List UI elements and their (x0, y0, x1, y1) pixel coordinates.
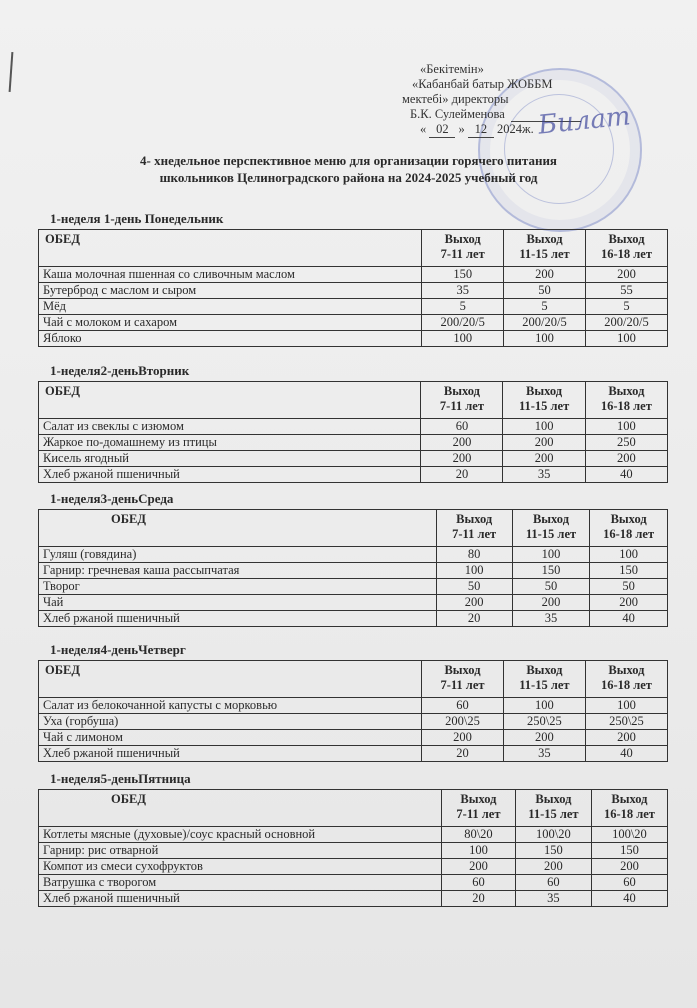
portion-column-header: Выход 16-18 лет (585, 230, 667, 267)
portion-cell: 200 (515, 859, 591, 875)
dish-name-cell: Жаркое по-домашнему из птицы (39, 435, 421, 451)
table-row (39, 451, 668, 467)
dish-name-cell: Гарнир: гречневая каша рассыпчатая (39, 563, 437, 579)
document-title: 4- хнедельное перспективное меню для организации горячего питания школьников Целиноградского района на 2024-2025 учебный год (140, 153, 557, 185)
menu-table (38, 381, 668, 483)
portion-column-header: Выход 11-15 лет (503, 661, 585, 698)
table-row (39, 547, 668, 563)
portion-cell: 5 (422, 299, 504, 315)
portion-cell: 35 (515, 891, 591, 907)
dish-name-cell: Салат из белокочанной капусты с морковью (39, 698, 422, 714)
portion-cell: 200/20/5 (504, 315, 586, 331)
portion-cell: 35 (422, 283, 504, 299)
portion-cell: 200 (591, 859, 667, 875)
portion-cell: 5 (585, 299, 667, 315)
portion-cell: 250\25 (585, 714, 667, 730)
portion-cell: 100 (585, 331, 667, 347)
dish-name-cell: Хлеб ржаной пшеничный (39, 611, 437, 627)
portion-cell: 80\20 (441, 827, 515, 843)
portion-cell: 35 (512, 611, 590, 627)
dish-name-cell: Бутерброд с маслом и сыром (39, 283, 422, 299)
approval-date: « 02 » 12 2024ж. (420, 122, 534, 136)
table-row (39, 419, 668, 435)
table-row (39, 315, 668, 331)
table-row (39, 435, 668, 451)
table-row (39, 827, 668, 843)
portion-cell: 200 (585, 451, 667, 467)
table-row (39, 730, 668, 746)
portion-cell: 40 (590, 611, 668, 627)
dish-name-cell: Уха (горбуша) (39, 714, 422, 730)
portion-cell: 55 (585, 283, 667, 299)
day-heading: 1-неделя3-деньСреда (50, 491, 174, 506)
menu-table (38, 660, 668, 762)
portion-cell: 50 (590, 579, 668, 595)
portion-cell: 80 (436, 547, 512, 563)
meal-header: ОБЕД (39, 790, 442, 827)
portion-cell: 200 (503, 730, 585, 746)
dish-name-cell: Каша молочная пшенная со сливочным маслом (39, 267, 422, 283)
table-header-row (39, 790, 668, 827)
portion-cell: 150 (515, 843, 591, 859)
table-row (39, 267, 668, 283)
portion-column-header: Выход 16-18 лет (585, 382, 667, 419)
portion-cell: 200 (504, 267, 586, 283)
table-row (39, 283, 668, 299)
menu-table (38, 789, 668, 907)
portion-cell: 5 (504, 299, 586, 315)
portion-cell: 50 (504, 283, 586, 299)
portion-column-header: Выход 11-15 лет (503, 382, 585, 419)
meal-header: ОБЕД (39, 382, 421, 419)
portion-cell: 150 (422, 267, 504, 283)
table-row (39, 331, 668, 347)
dish-name-cell: Мёд (39, 299, 422, 315)
page-edge-mark (9, 52, 14, 92)
dish-name-cell: Гарнир: рис отварной (39, 843, 442, 859)
table-row (39, 714, 668, 730)
table-header-row (39, 661, 668, 698)
table-row (39, 611, 668, 627)
dish-name-cell: Яблоко (39, 331, 422, 347)
portion-column-header: Выход 7-11 лет (436, 510, 512, 547)
table-header-row (39, 230, 668, 267)
table-header-row (39, 510, 668, 547)
portion-cell: 40 (585, 746, 667, 762)
table-row (39, 746, 668, 762)
menu-table (38, 509, 668, 627)
table-row (39, 579, 668, 595)
portion-cell: 60 (441, 875, 515, 891)
menu-table (38, 229, 668, 347)
portion-cell: 200 (512, 595, 590, 611)
portion-cell: 100\20 (515, 827, 591, 843)
portion-column-header: Выход 11-15 лет (504, 230, 586, 267)
portion-cell: 150 (512, 563, 590, 579)
portion-cell: 250\25 (503, 714, 585, 730)
approval-line: «Бекітемін» (420, 62, 484, 76)
table-header-row (39, 382, 668, 419)
portion-cell: 200 (422, 730, 504, 746)
portion-cell: 100 (441, 843, 515, 859)
approval-line: «Кабанбай батыр ЖОББМ (412, 77, 553, 91)
table-row (39, 843, 668, 859)
portion-cell: 100 (585, 419, 667, 435)
table-row (39, 698, 668, 714)
table-row (39, 467, 668, 483)
dish-name-cell: Компот из смеси сухофруктов (39, 859, 442, 875)
table-row (39, 595, 668, 611)
portion-cell: 200 (421, 435, 503, 451)
portion-cell: 200\25 (422, 714, 504, 730)
portion-cell: 200 (421, 451, 503, 467)
portion-cell: 40 (591, 891, 667, 907)
dish-name-cell: Гуляш (говядина) (39, 547, 437, 563)
day-heading: 1-неделя 1-день Понедельник (50, 211, 224, 226)
approval-line: мектебі» директоры (402, 92, 509, 106)
dish-name-cell: Чай (39, 595, 437, 611)
meal-header: ОБЕД (39, 661, 422, 698)
approval-signatory: Б.К. Сулейменова (398, 107, 638, 122)
table-row (39, 299, 668, 315)
portion-column-header: Выход 7-11 лет (441, 790, 515, 827)
portion-cell: 35 (503, 746, 585, 762)
day-heading: 1-неделя4-деньЧетверг (50, 642, 186, 657)
portion-cell: 200 (503, 451, 585, 467)
portion-cell: 200/20/5 (422, 315, 504, 331)
portion-cell: 100 (422, 331, 504, 347)
portion-cell: 100 (585, 698, 667, 714)
dish-name-cell: Хлеб ржаной пшеничный (39, 746, 422, 762)
portion-cell: 60 (421, 419, 503, 435)
table-row (39, 875, 668, 891)
portion-column-header: Выход 7-11 лет (422, 661, 504, 698)
portion-cell: 150 (591, 843, 667, 859)
meal-header: ОБЕД (39, 230, 422, 267)
day-heading: 1-неделя5-деньПятница (50, 771, 191, 786)
dish-name-cell: Чай с молоком и сахаром (39, 315, 422, 331)
portion-column-header: Выход 11-15 лет (515, 790, 591, 827)
portion-cell: 20 (421, 467, 503, 483)
portion-column-header: Выход 7-11 лет (421, 382, 503, 419)
portion-cell: 40 (585, 467, 667, 483)
dish-name-cell: Кисель ягодный (39, 451, 421, 467)
table-row (39, 859, 668, 875)
portion-cell: 200 (441, 859, 515, 875)
portion-column-header: Выход 16-18 лет (585, 661, 667, 698)
dish-name-cell: Котлеты мясные (духовые)/соус красный основной (39, 827, 442, 843)
portion-cell: 20 (436, 611, 512, 627)
portion-column-header: Выход 16-18 лет (591, 790, 667, 827)
portion-cell: 35 (503, 467, 585, 483)
day-heading: 1-неделя2-деньВторник (50, 363, 190, 378)
portion-cell: 20 (441, 891, 515, 907)
portion-cell: 200 (590, 595, 668, 611)
portion-column-header: Выход 7-11 лет (422, 230, 504, 267)
portion-cell: 100 (503, 419, 585, 435)
portion-cell: 250 (585, 435, 667, 451)
dish-name-cell: Творог (39, 579, 437, 595)
portion-cell: 200 (503, 435, 585, 451)
portion-cell: 100\20 (591, 827, 667, 843)
portion-cell: 60 (422, 698, 504, 714)
meal-header: ОБЕД (39, 510, 437, 547)
portion-cell: 200 (436, 595, 512, 611)
dish-name-cell: Чай с лимоном (39, 730, 422, 746)
handwritten-signature: Билат (536, 101, 632, 141)
portion-cell: 100 (590, 547, 668, 563)
portion-cell: 200/20/5 (585, 315, 667, 331)
portion-cell: 100 (503, 698, 585, 714)
dish-name-cell: Хлеб ржаной пшеничный (39, 891, 442, 907)
portion-cell: 50 (512, 579, 590, 595)
portion-column-header: Выход 16-18 лет (590, 510, 668, 547)
table-row (39, 563, 668, 579)
portion-cell: 150 (590, 563, 668, 579)
portion-cell: 60 (591, 875, 667, 891)
dish-name-cell: Салат из свеклы с изюмом (39, 419, 421, 435)
portion-cell: 60 (515, 875, 591, 891)
portion-column-header: Выход 11-15 лет (512, 510, 590, 547)
table-row (39, 891, 668, 907)
portion-cell: 200 (585, 267, 667, 283)
portion-cell: 50 (436, 579, 512, 595)
portion-cell: 200 (585, 730, 667, 746)
dish-name-cell: Ватрушка с творогом (39, 875, 442, 891)
portion-cell: 100 (512, 547, 590, 563)
dish-name-cell: Хлеб ржаной пшеничный (39, 467, 421, 483)
portion-cell: 100 (436, 563, 512, 579)
portion-cell: 100 (504, 331, 586, 347)
portion-cell: 20 (422, 746, 504, 762)
